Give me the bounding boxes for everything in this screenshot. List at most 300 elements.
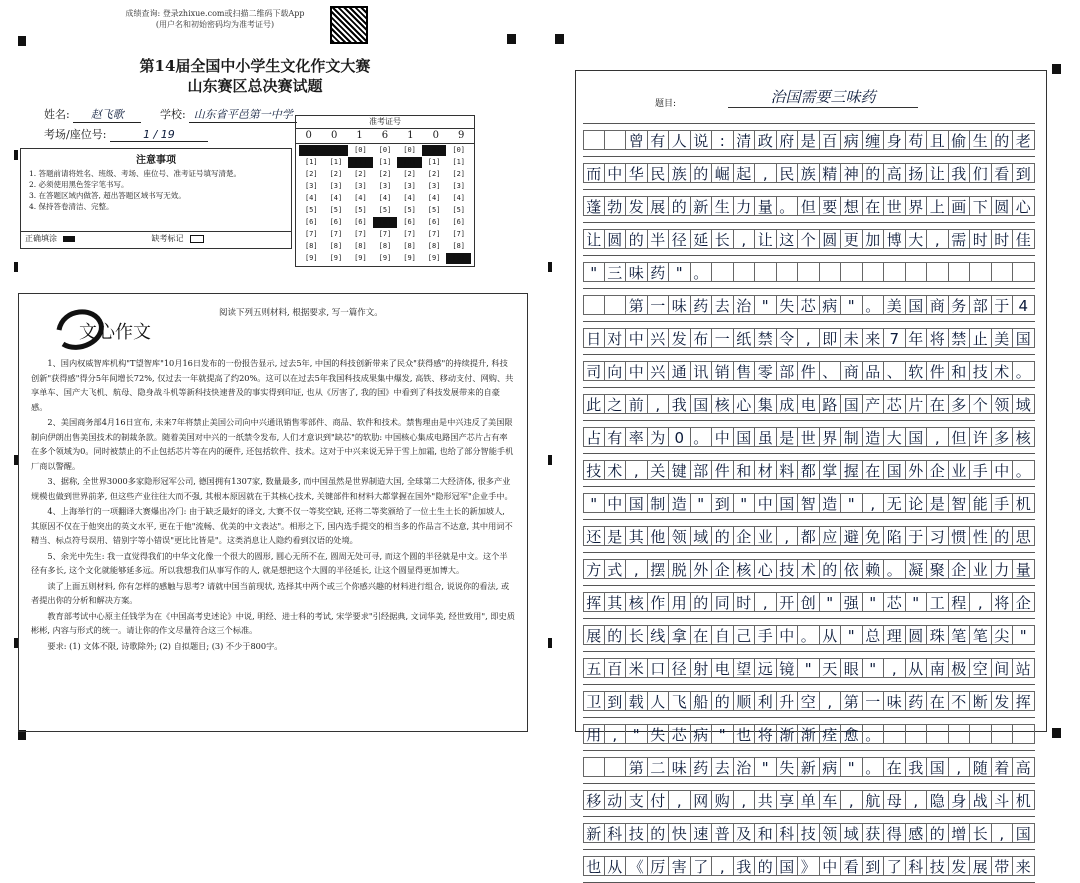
essay-cell: 眼 [841, 658, 863, 678]
essay-cell: 要 [820, 196, 842, 216]
essay-row [583, 289, 1035, 322]
essay-cell: 快 [669, 823, 691, 843]
essay-cell: 带 [992, 856, 1014, 876]
essay-cell: 料 [777, 460, 799, 480]
essay-cell: 性 [970, 526, 992, 546]
essay-cell: 自 [712, 625, 734, 645]
essay-cell: 百 [605, 658, 627, 678]
essay-cell: 让 [755, 229, 777, 249]
essay-cell: , [927, 229, 949, 249]
essay-cell: 神 [841, 163, 863, 183]
essay-cell [927, 262, 949, 282]
essay-cell: 而 [583, 163, 605, 183]
id-bubble: [7] [329, 230, 343, 238]
essay-cell: 画 [949, 196, 971, 216]
essay-cell: 米 [626, 658, 648, 678]
essay-cell: 长 [712, 229, 734, 249]
id-bubble: [2] [427, 170, 441, 178]
essay-cell: 展 [970, 856, 992, 876]
id-bubble: [8] [304, 242, 318, 250]
notice-item: 3. 在答题区域内做答, 超出答题区域书写无效。 [29, 191, 186, 200]
essay-cell: 避 [841, 526, 863, 546]
id-bubble: [6] [452, 218, 466, 226]
essay-cell: 更 [841, 229, 863, 249]
essay-cell: 的 [992, 130, 1014, 150]
essay-cell: 无 [884, 493, 906, 513]
essay-cell: " [863, 592, 885, 612]
essay-row [583, 256, 1035, 289]
essay-cell: 界 [906, 196, 928, 216]
essay-cell: 美 [884, 295, 906, 315]
room-seat-value: 1 / 19 [110, 128, 208, 142]
essay-cell: 讯 [691, 361, 713, 381]
essay-cell: 片 [906, 394, 928, 414]
essay-cell: , [798, 328, 820, 348]
essay-cell [1013, 262, 1035, 282]
essay-cell: 免 [863, 526, 885, 546]
essay-cell: 的 [605, 625, 627, 645]
essay-row [583, 421, 1035, 454]
essay-cell: 心 [1013, 196, 1035, 216]
essay-cell: 凝 [906, 559, 928, 579]
essay-cell: 我 [669, 394, 691, 414]
essay-cell: 痊 [820, 724, 842, 744]
essay-cell: 外 [691, 559, 713, 579]
id-bubble: [1] [378, 158, 392, 166]
essay-cell: 量 [1013, 559, 1035, 579]
id-bubble: [0] [324, 145, 349, 156]
essay-cell: 病 [841, 130, 863, 150]
essay-cell: 兴 [648, 361, 670, 381]
score-query-note: 成绩查询: 登录zhixue.com或扫描二维码下载App (用户名和初始密码均为准考证号) [125, 9, 305, 29]
essay-cell: 域 [691, 526, 713, 546]
essay-cell [992, 724, 1014, 744]
essay-cell: 精 [820, 163, 842, 183]
essay-cell: 普 [712, 823, 734, 843]
essay-cell: 还 [583, 526, 605, 546]
essay-cell: 的 [712, 691, 734, 711]
essay-cell: 国 [927, 757, 949, 777]
essay-cell: 航 [863, 790, 885, 810]
id-bubble: [1] [329, 158, 343, 166]
id-bubble: [8] [329, 242, 343, 250]
essay-cell: 到 [863, 856, 885, 876]
essay-cell: 造 [820, 493, 842, 513]
essay-cell: 在 [863, 460, 885, 480]
essay-cell: 的 [626, 229, 648, 249]
essay-cell: 国 [841, 394, 863, 414]
essay-cell: 害 [669, 856, 691, 876]
qr-code-icon [330, 6, 368, 44]
essay-row [583, 718, 1035, 751]
essay-cell: 领 [669, 526, 691, 546]
essay-cell: 第 [626, 757, 648, 777]
essay-cell: 的 [820, 559, 842, 579]
essay-cell [605, 757, 627, 777]
id-bubble: [0] [422, 145, 447, 156]
essay-cell: 生 [712, 196, 734, 216]
essay-cell [927, 724, 949, 744]
essay-cell: 的 [755, 856, 777, 876]
topic-label: 题目: [655, 99, 677, 109]
essay-cell: 脱 [669, 559, 691, 579]
essay-cell: 民 [777, 163, 799, 183]
essay-cell: 顺 [734, 691, 756, 711]
id-bubble: [5] [378, 206, 392, 214]
essay-cell: 、 [884, 361, 906, 381]
essay-cell: 材 [755, 460, 777, 480]
essay-cell: 失 [648, 724, 670, 744]
essay-cell: 工 [927, 592, 949, 612]
essay-cell [1013, 724, 1035, 744]
material-paragraph: 4、上海举行的一项翻译大赛爆出冷门: 由于缺乏最好的译文, 大赛不仅一等奖空缺, 还将二等奖颁给了一位土生土长的新加坡人, 其原因不仅在于他突出的英文水平, 更在于他"流畅、优美的中文表达"。相形之下, 国内选手提交的相当多的作品言不达意, 其中用词不精当、标点符号误用、错别字等小错误"更比比皆是"。这类消息让人隐约看到汉语的处境。 [31, 506, 513, 545]
essay-cell: 我 [734, 856, 756, 876]
essay-cell: 国 [691, 394, 713, 414]
essay-cell: 。 [863, 295, 885, 315]
exam-id-label: 准考证号 [296, 116, 474, 129]
essay-cell [863, 262, 885, 282]
essay-cell: 第 [626, 295, 648, 315]
essay-cell: " [906, 592, 928, 612]
essay-cell: 病 [691, 724, 713, 744]
essay-cell: 业 [755, 526, 777, 546]
essay-cell: 博 [884, 229, 906, 249]
essay-cell: 了 [884, 856, 906, 876]
essay-cell: 线 [648, 625, 670, 645]
essay-cell: 件 [712, 460, 734, 480]
essay-cell: " [755, 757, 777, 777]
essay-cell [970, 724, 992, 744]
essay-cell: 向 [605, 361, 627, 381]
essay-cell: 其 [605, 592, 627, 612]
essay-cell: 业 [970, 559, 992, 579]
essay-row [583, 487, 1035, 520]
essay-cell: 业 [949, 460, 971, 480]
essay-cell: 政 [755, 130, 777, 150]
essay-cell [841, 262, 863, 282]
essay-cell: 渐 [777, 724, 799, 744]
essay-cell: 发 [992, 691, 1014, 711]
wenxin-logo [49, 300, 169, 358]
essay-cell: 件 [798, 361, 820, 381]
essay-cell: 是 [777, 427, 799, 447]
essay-cell: " [583, 262, 605, 282]
essay-row [583, 751, 1035, 784]
id-bubble: [0] [403, 146, 416, 154]
essay-cell: 方 [583, 559, 605, 579]
essay-cell: 笔 [949, 625, 971, 645]
id-bubble: [2] [378, 170, 392, 178]
essay-cell: 手 [755, 625, 777, 645]
essay-cell: 芯 [884, 394, 906, 414]
essay-cell: 是 [605, 526, 627, 546]
essay-cell: 华 [626, 163, 648, 183]
essay-cell: 获 [863, 823, 885, 843]
essay-cell: 中 [777, 625, 799, 645]
essay-cell: 望 [734, 658, 756, 678]
essay-row [583, 619, 1035, 652]
essay-cell: 空 [798, 691, 820, 711]
essay-cell: 0 [669, 427, 691, 447]
essay-cell: , [884, 658, 906, 678]
essay-cell: 载 [626, 691, 648, 711]
essay-cell: 外 [906, 460, 928, 480]
essay-cell: 企 [949, 559, 971, 579]
essay-cell: 虽 [755, 427, 777, 447]
essay-cell: 网 [691, 790, 713, 810]
essay-cell: 失 [777, 295, 799, 315]
essay-cell: 圆 [906, 625, 928, 645]
essay-cell: 看 [992, 163, 1014, 183]
essay-cell: 一 [648, 295, 670, 315]
essay-cell: 芯 [798, 295, 820, 315]
essay-row [583, 850, 1035, 883]
essay-cell: " [841, 625, 863, 645]
exam-id-box [295, 115, 475, 267]
essay-row [583, 157, 1035, 190]
id-bubble: [0] [299, 145, 324, 156]
essay-cell: 有 [605, 427, 627, 447]
essay-cell: 笔 [970, 625, 992, 645]
essay-cell [712, 262, 734, 282]
id-bubble: [3] [378, 182, 392, 190]
essay-cell: 苟 [906, 130, 928, 150]
id-bubble: [8] [378, 242, 392, 250]
essay-row [583, 454, 1035, 487]
essay-cell: 愈 [841, 724, 863, 744]
essay-cell: " [1013, 625, 1035, 645]
id-bubble: [4] [304, 194, 318, 202]
essay-cell: , [734, 790, 756, 810]
essay-cell: , [755, 592, 777, 612]
essay-cell: 国 [884, 460, 906, 480]
essay-cell: 飞 [669, 691, 691, 711]
essay-row [583, 388, 1035, 421]
essay-cell: 多 [992, 427, 1014, 447]
essay-cell: 身 [884, 130, 906, 150]
essay-row [583, 586, 1035, 619]
essay-cell: 着 [992, 757, 1014, 777]
essay-row [583, 685, 1035, 718]
essay-cell: 府 [777, 130, 799, 150]
essay-cell: 。 [691, 262, 713, 282]
essay-cell: 商 [841, 361, 863, 381]
essay-cell: 领 [820, 823, 842, 843]
essay-cell: 销 [712, 361, 734, 381]
timing-mark [548, 638, 552, 648]
fill-legend: 正确填涂 缺考标记 [20, 230, 292, 249]
essay-cell: 开 [777, 592, 799, 612]
essay-cell: 感 [906, 823, 928, 843]
essay-cell: , [734, 229, 756, 249]
id-bubble: [9] [304, 254, 318, 262]
essay-cell: 美 [992, 328, 1014, 348]
essay-cell: 从 [605, 856, 627, 876]
essay-cell: 国 [777, 856, 799, 876]
id-bubble: [4] [427, 194, 441, 202]
essay-cell: 在 [691, 625, 713, 645]
essay-cell: , [648, 394, 670, 414]
essay-cell: 圆 [992, 196, 1014, 216]
essay-cell: 发 [626, 196, 648, 216]
essay-cell: 了 [691, 856, 713, 876]
registration-mark [1052, 64, 1061, 74]
essay-cell: " [841, 295, 863, 315]
essay-cell: 来 [863, 328, 885, 348]
essay-cell: 清 [734, 130, 756, 150]
id-bubble: [5] [304, 206, 318, 214]
essay-cell [734, 262, 756, 282]
material-paragraph: 2、美国商务部4月16日宣布, 未来7年将禁止美国公司向中兴通讯销售零部件、商品、软件和技术。禁售理由是中兴违反了美国限制向伊朗出售美国技术的制裁条款。随着美国对中兴的一纸禁令发布, 人们才意识到"缺芯"的软肋: 中国核心集成电路国产芯片占有率在多个领域为0。同时被禁止的不止包括芯片等在内的硬件, 还包括软件、技术。这对于中兴来说无异于雪上加霜, 也给了部分智能手机厂商以警醒。 [31, 417, 514, 471]
essay-cell: 禁 [949, 328, 971, 348]
id-bubble: [6] [304, 218, 318, 226]
essay-cell: 核 [1013, 427, 1035, 447]
essay-cell: 部 [691, 460, 713, 480]
essay-cell: 陷 [884, 526, 906, 546]
essay-cell: 企 [927, 460, 949, 480]
id-bubble: [7] [378, 230, 392, 238]
essay-cell: 圆 [820, 229, 842, 249]
essay-cell: 零 [755, 361, 777, 381]
essay-cell: 药 [691, 295, 713, 315]
essay-cell: 挥 [583, 592, 605, 612]
essay-cell: 卫 [583, 691, 605, 711]
id-bubble: [5] [329, 206, 343, 214]
essay-cell: 。 [863, 757, 885, 777]
essay-cell: , [605, 724, 627, 744]
room-seat-field: 考场/座位号: 1 / 19 [44, 126, 208, 142]
essay-cell: 其 [626, 526, 648, 546]
material-body [31, 356, 515, 654]
essay-cell: 尖 [992, 625, 1014, 645]
timing-mark [14, 150, 18, 160]
id-bubble: [6] [403, 218, 416, 226]
school-value: 山东省平邑第一中学 [189, 106, 297, 123]
essay-cell: 高 [884, 163, 906, 183]
essay-cell: 中 [626, 361, 648, 381]
essay-cell: 人 [669, 130, 691, 150]
id-bubble: [4] [329, 194, 343, 202]
essay-cell: 部 [970, 295, 992, 315]
name-value: 赵飞歌 [73, 106, 141, 123]
essay-cell: 的 [691, 163, 713, 183]
essay-grid [583, 123, 1035, 883]
id-bubble: [3] [304, 182, 318, 190]
registration-mark [18, 36, 26, 46]
id-bubble: [0] [452, 146, 466, 154]
essay-cell: 技 [583, 460, 605, 480]
essay-cell: 也 [583, 856, 605, 876]
essay-cell: , [949, 757, 971, 777]
essay-cell: 中 [755, 493, 777, 513]
essay-cell: 母 [884, 790, 906, 810]
essay-cell: 电 [798, 394, 820, 414]
essay-cell: 领 [992, 394, 1014, 414]
essay-cell: 于 [992, 295, 1014, 315]
essay-cell: 享 [777, 790, 799, 810]
essay-cell: 从 [906, 658, 928, 678]
material-paragraph: 3、据称, 全世界3000多家隐形冠军公司, 德国拥有1307家, 数量最多, 而中国虽然是世界制造大国, 全球第二大经济体, 很多产业规模也做到世界前茅, 但这些产业往往大而不强, 其根本原因就在于其核心技术, 关键部件和材料大都掌握在国外"隐形冠军"企业手中。 [31, 476, 513, 501]
material-paragraph: 5、余光中先生: 我一直觉得我们的中华文化像一个很大的圆形, 圆心无所不在, 圆周无处可寻, 而这个圆的半径就是中文。这个半径有多长, 这个文化就能够延多远。所以我想我们从事写作的人, 就是想把这个大圆的半径延长, 让这个圆显得更加博大。 [31, 550, 508, 575]
essay-cell: 渐 [798, 724, 820, 744]
essay-cell: 但 [798, 196, 820, 216]
essay-cell: 隐 [927, 790, 949, 810]
essay-cell: 机 [1013, 493, 1035, 513]
essay-cell: 中 [992, 460, 1014, 480]
essay-cell: 极 [949, 658, 971, 678]
essay-cell: 国 [906, 427, 928, 447]
essay-cell: 将 [755, 724, 777, 744]
essay-cell: 兴 [648, 328, 670, 348]
essay-cell: 随 [970, 757, 992, 777]
essay-cell: 是 [798, 130, 820, 150]
essay-cell: 间 [992, 658, 1014, 678]
essay-cell: 核 [626, 592, 648, 612]
essay-cell: , [777, 526, 799, 546]
id-bubble: [1] [397, 157, 422, 168]
essay-cell: 纸 [734, 328, 756, 348]
essay-cell: 都 [798, 460, 820, 480]
id-bubble: [3] [403, 182, 416, 190]
essay-cell: 企 [712, 559, 734, 579]
essay-cell: 造 [669, 493, 691, 513]
notice-item: 2. 必须使用黑色签字笔书写。 [29, 180, 129, 189]
essay-cell: , [669, 790, 691, 810]
essay-cell: 是 [927, 493, 949, 513]
id-bubble: [3] [452, 182, 466, 190]
essay-cell: 远 [755, 658, 777, 678]
essay-cell: 许 [970, 427, 992, 447]
id-bubble: [9] [378, 254, 392, 262]
essay-cell: 百 [820, 130, 842, 150]
essay-cell: 时 [970, 229, 992, 249]
essay-cell: 能 [970, 493, 992, 513]
essay-cell: 大 [884, 427, 906, 447]
id-bubble: [2] [329, 170, 343, 178]
essay-cell: 于 [906, 526, 928, 546]
essay-cell: 心 [755, 559, 777, 579]
exam-id-bubble-grid [296, 144, 474, 265]
essay-cell: 中 [605, 493, 627, 513]
essay-cell: " [691, 493, 713, 513]
essay-cell: 且 [927, 130, 949, 150]
essay-cell: 的 [648, 823, 670, 843]
essay-cell: 味 [669, 757, 691, 777]
essay-cell: 关 [648, 460, 670, 480]
essay-cell: 占 [583, 427, 605, 447]
essay-cell: 聚 [927, 559, 949, 579]
essay-cell: 二 [648, 757, 670, 777]
essay-cell: 断 [970, 691, 992, 711]
essay-cell: 病 [820, 757, 842, 777]
essay-cell: 件 [927, 361, 949, 381]
essay-cell: 族 [798, 163, 820, 183]
essay-cell: 品 [863, 361, 885, 381]
material-instruction: 阅读下列五则材料, 根据要求, 写一篇作文。 [219, 308, 383, 318]
essay-cell: 即 [820, 328, 842, 348]
essay-cell: 第 [841, 691, 863, 711]
registration-mark [555, 34, 564, 44]
essay-cell: " [841, 757, 863, 777]
id-bubble: [1] [348, 157, 373, 168]
essay-cell: " [863, 658, 885, 678]
essay-cell: 药 [648, 262, 670, 282]
essay-cell: 多 [949, 394, 971, 414]
essay-cell: 企 [734, 526, 756, 546]
essay-cell: " [755, 295, 777, 315]
essay-cell: , [712, 856, 734, 876]
id-bubble: [8] [403, 242, 416, 250]
